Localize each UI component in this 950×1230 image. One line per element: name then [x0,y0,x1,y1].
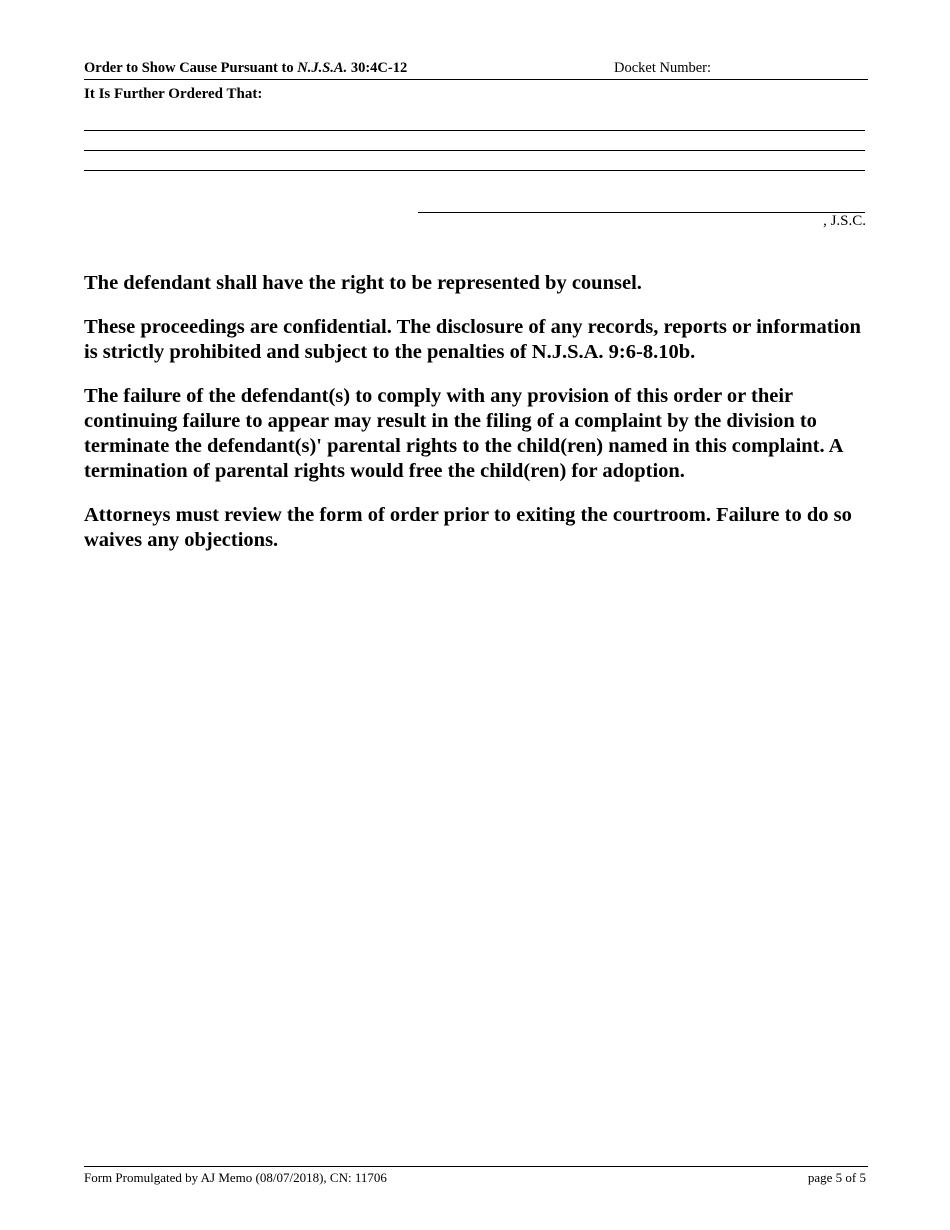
judge-title-suffix: , J.S.C. [823,213,866,229]
page-header [84,60,868,80]
order-blank-line [84,130,865,131]
page-footer [84,1166,868,1185]
docket-number-label: Docket Number: [614,60,712,76]
notice-termination-warning: The failure of the defendant(s) to comply with any provision of this order or their continuing failure to appear may result in the filing of a complaint by the division to terminate the defendant(s)' parental rights to the child(ren) named in this complaint. A termination of parental rights would free the child(ren) for adoption. [84,385,843,482]
form-title-section: 30:4C-12 [347,60,408,76]
notice-counsel: The defendant shall have the right to be represented by counsel. [84,272,642,294]
order-blank-line [84,170,865,171]
form-promulgated-note: Form Promulgated by AJ Memo (08/07/2018), CN: 11706 [84,1170,387,1185]
form-title-statute: N.J.S.A. [297,60,348,76]
notice-confidential: These proceedings are confidential. The disclosure of any records, reports or information is strictly prohibited and subject to the penalties of N.J.S.A. 9:6-8.10b. [84,316,861,363]
notice-attorneys-review: Attorneys must review the form of order prior to exiting the courtroom. Failure to do so waives any objections. [84,504,852,551]
page-number: page 5 of 5 [807,1170,866,1185]
order-blank-line [84,150,865,151]
form-title [84,60,407,77]
form-title-prefix: Order to Show Cause Pursuant to [84,60,298,76]
judge-signature-line [418,212,865,213]
further-ordered-heading: It Is Further Ordered That: [84,86,263,102]
